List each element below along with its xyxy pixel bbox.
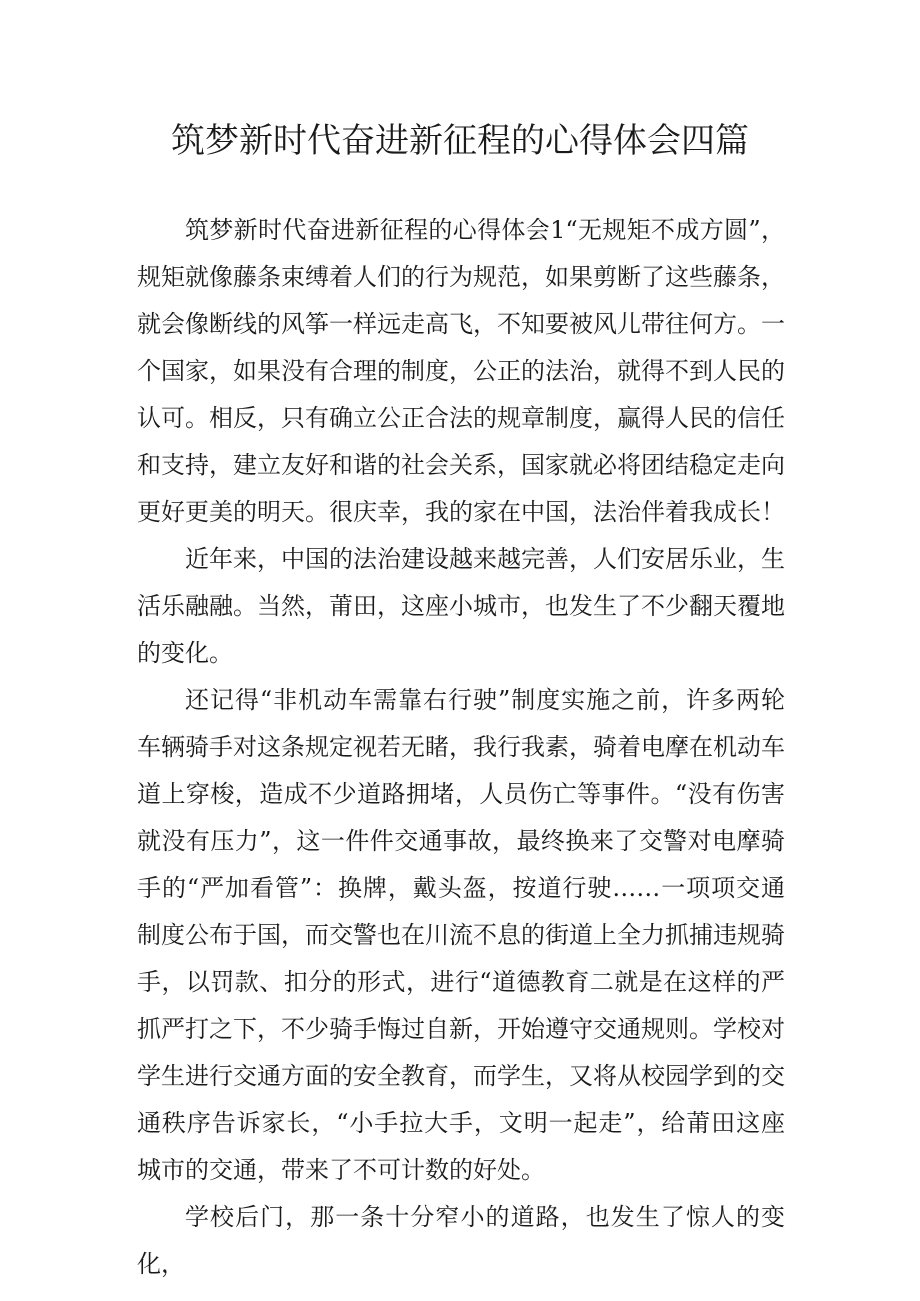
document-title: 筑梦新时代奋进新征程的心得体会四篇: [171, 121, 749, 161]
paragraph-1: 筑梦新时代奋进新征程的心得体会1“无规矩不成方圆”，规矩就像藤条束缚着人们的行为规范，如果剪断了这些藤条，就会像断线的风筝一样远走高飞，不知要被风儿带往何方。一个国家，如果没有合理的制度，公正的法治，就得不到人民的认可。相反，只有确立公正合法的规章制度，赢得人民的信任和支持，建立友好和谐的社会关系，国家就必将团结稳定走向更好更美的明天。很庆幸，我的家在中国，法治伴着我成长！: [137, 216, 785, 526]
paragraph-3: 还记得“非机动车需靠右行驶”制度实施之前，许多两轮车辆骑手对这条规定视若无睹，我行我素，骑着电摩在机动车道上穿梭，造成不少道路拥堵，人员伤亡等事件。“没有伤害就没有压力”，这一件件交通事故，最终换来了交警对电摩骑手的“严加看管”：换牌，戴头盔，按道行驶……一项项交通制度公布于国，而交警也在川流不息的街道上全力抓捕违规骑手，以罚款、扣分的形式，进行“道德教育二就是在这样的严抓严打之下，不少骑手悔过自新，开始遵守交通规则。学校对学生进行交通方面的安全教育，而学生，又将从校园学到的交通秩序告诉家长，“小手拉大手，文明一起走”，给莆田这座城市的交通，带来了不可计数的好处。: [137, 686, 785, 1184]
paragraph-2: 近年来，中国的法治建设越来越完善，人们安居乐业，生活乐融融。当然，莆田，这座小城市，也发生了不少翻天覆地的变化。: [137, 545, 785, 667]
document-body: [137, 207, 785, 1288]
paragraph-4: 学校后门，那一条十分窄小的道路，也发生了惊人的变化，: [137, 1203, 785, 1278]
